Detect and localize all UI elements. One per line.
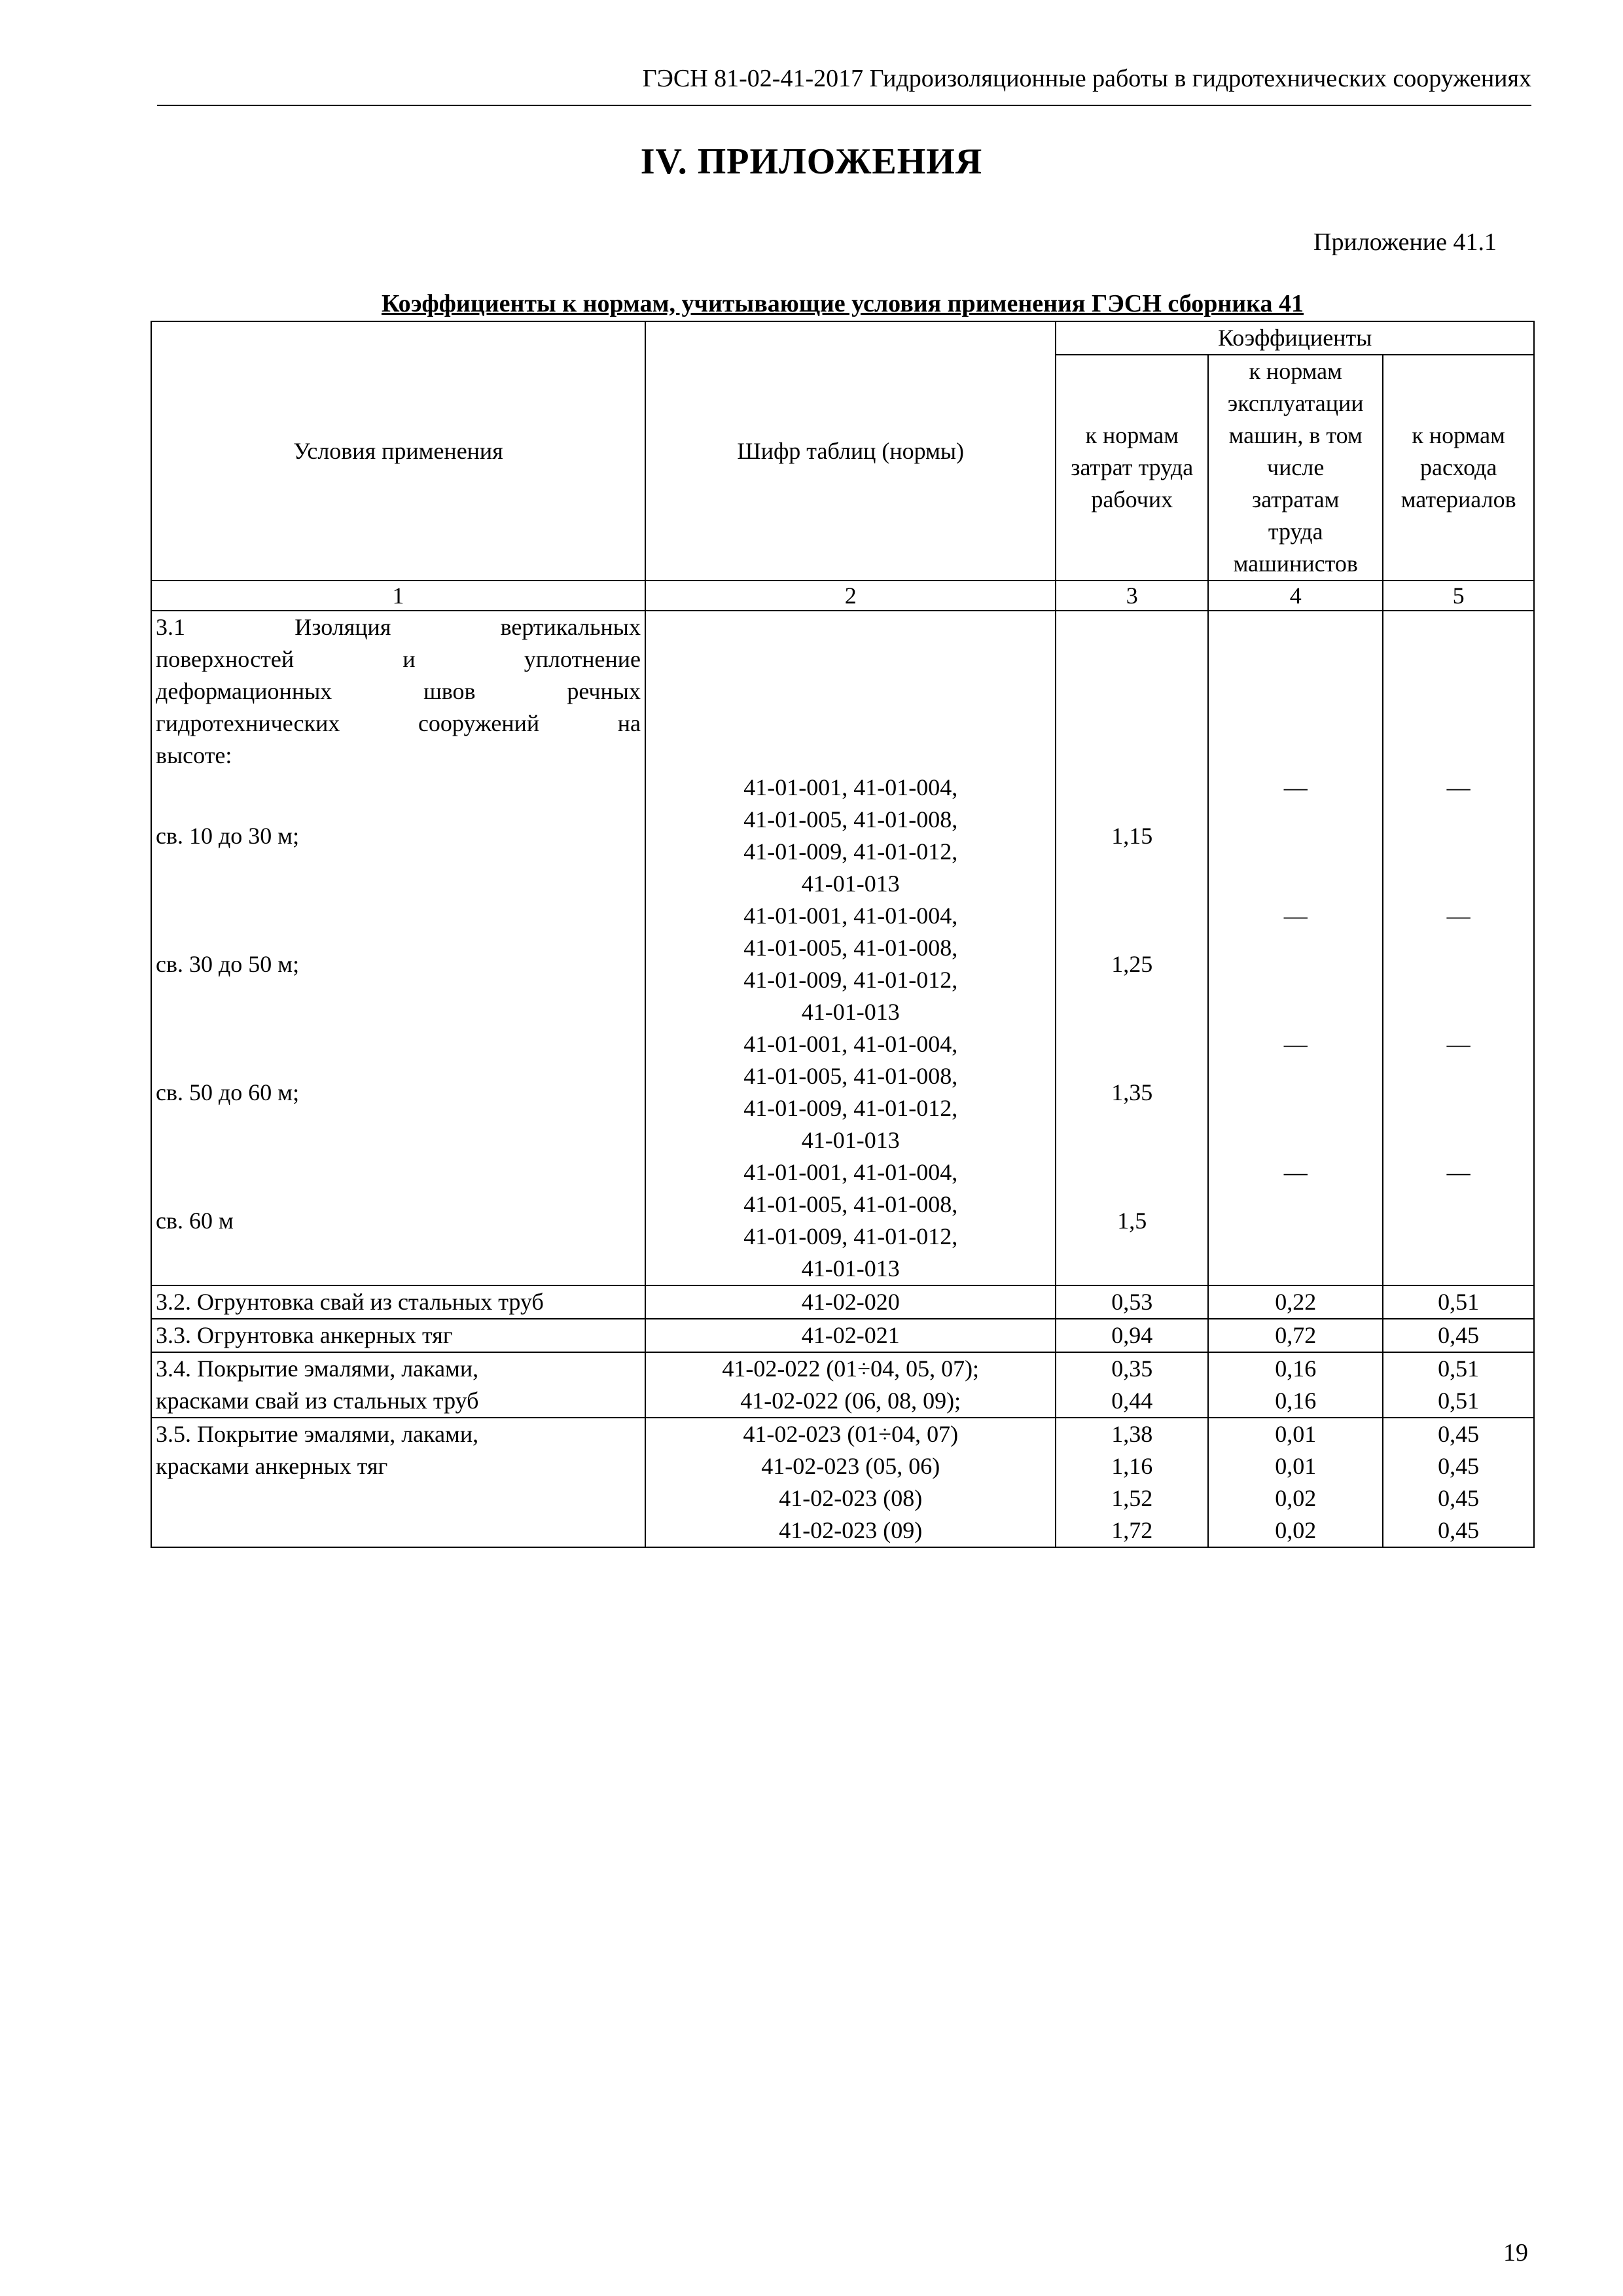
machines-cell: 0,72 [1208,1319,1383,1352]
materials-60: — [1446,1159,1471,1185]
header-machines: к нормам эксплуатации машин, в том числе затратам труда машинистов [1208,355,1383,581]
header-labor: к нормам затрат труда рабочих [1056,355,1208,581]
labor-50-60: 1,35 [1111,1079,1153,1105]
labor-60: 1,5 [1117,1207,1147,1234]
table-row [151,1352,1534,1418]
table-title: Коэффициенты к нормам, учитывающие условия применения ГЭСН сборника 41 [382,290,1304,317]
materials-cell [1383,611,1534,1285]
machines-cell: 0,01 0,01 0,02 0,02 [1208,1418,1383,1547]
header-conditions: Условия применения [151,321,645,581]
labor-30-50: 1,25 [1111,950,1153,977]
machines-10-30: — [1283,774,1308,800]
codes-10-30: 41-01-001, 41-01-004, 41-01-005, 41-01-008, 41-01-009, 41-01-012, 41-01-013 [743,774,958,897]
code-cell: 41-02-021 [645,1319,1056,1352]
table-row [151,1285,1534,1319]
section-title: IV. ПРИЛОЖЕНИЯ [640,141,983,182]
header-materials: к нормам расхода материалов [1383,355,1534,581]
materials-cell: 0,51 0,51 [1383,1352,1534,1418]
labor-cell: 0,53 [1056,1285,1208,1319]
appendix-label: Приложение 41.1 [1313,228,1497,256]
condition-cell: 3.3. Огрунтовка анкерных тяг [151,1319,645,1352]
column-number-row [151,581,1534,611]
running-header: ГЭСН 81-02-41-2017 Гидроизоляционные работы в гидротехнических сооружениях [642,65,1531,92]
machines-cell: 0,16 0,16 [1208,1352,1383,1418]
labor-10-30: 1,15 [1111,822,1153,849]
condition-cell: 3.4. Покрытие эмалями, лаками, красками свай из стальных труб [151,1352,645,1418]
column-number: 1 [151,581,645,611]
machines-cell [1208,611,1383,1285]
header-code: Шифр таблиц (нормы) [645,321,1056,581]
labor-cell: 1,38 1,16 1,52 1,72 [1056,1418,1208,1547]
condition-height-60: св. 60 м [156,1207,234,1234]
condition-height-30-50: св. 30 до 50 м; [156,950,300,977]
materials-10-30: — [1446,774,1471,800]
labor-cell [1056,611,1208,1285]
table-row [151,611,1534,1285]
materials-cell: 0,51 [1383,1285,1534,1319]
labor-cell: 0,35 0,44 [1056,1352,1208,1418]
header-rule [157,105,1531,106]
codes-50-60: 41-01-001, 41-01-004, 41-01-005, 41-01-008, 41-01-009, 41-01-012, 41-01-013 [743,1031,958,1153]
materials-30-50: — [1446,903,1471,929]
machines-60: — [1283,1159,1308,1185]
condition-height-50-60: св. 50 до 60 м; [156,1079,300,1105]
codes-60: 41-01-001, 41-01-004, 41-01-005, 41-01-008, 41-01-009, 41-01-012, 41-01-013 [743,1159,958,1282]
column-number: 3 [1056,581,1208,611]
machines-30-50: — [1283,903,1308,929]
column-number: 5 [1383,581,1534,611]
machines-cell: 0,22 [1208,1285,1383,1319]
condition-cell: 3.5. Покрытие эмалями, лаками, красками анкерных тяг [151,1418,645,1547]
column-number: 4 [1208,581,1383,611]
machines-50-60: — [1283,1031,1308,1057]
condition-cell: 3.2. Огрунтовка свай из стальных труб [151,1285,645,1319]
coefficients-table [151,321,1535,1548]
materials-cell: 0,45 [1383,1319,1534,1352]
column-number: 2 [645,581,1056,611]
condition-cell [151,611,645,1285]
table-row [151,1418,1534,1547]
condition-height-10-30: св. 10 до 30 м; [156,822,300,849]
code-cell [645,611,1056,1285]
materials-cell: 0,45 0,45 0,45 0,45 [1383,1418,1534,1547]
code-cell: 41-02-022 (01÷04, 05, 07); 41-02-022 (06, 08, 09); [645,1352,1056,1418]
code-cell: 41-02-020 [645,1285,1056,1319]
code-cell: 41-02-023 (01÷04, 07) 41-02-023 (05, 06) 41-02-023 (08) 41-02-023 (09) [645,1418,1056,1547]
codes-30-50: 41-01-001, 41-01-004, 41-01-005, 41-01-008, 41-01-009, 41-01-012, 41-01-013 [743,903,958,1025]
table-row [151,1319,1534,1352]
materials-50-60: — [1446,1031,1471,1057]
header-coefficients: Коэффициенты [1056,321,1534,355]
labor-cell: 0,94 [1056,1319,1208,1352]
page-number: 19 [1503,2239,1528,2267]
group-3-1-title: 3.1 Изоляция вертикальных поверхностей и уплотнение деформационных швов речных гидротехнических сооружений на высоте: [156,614,641,768]
